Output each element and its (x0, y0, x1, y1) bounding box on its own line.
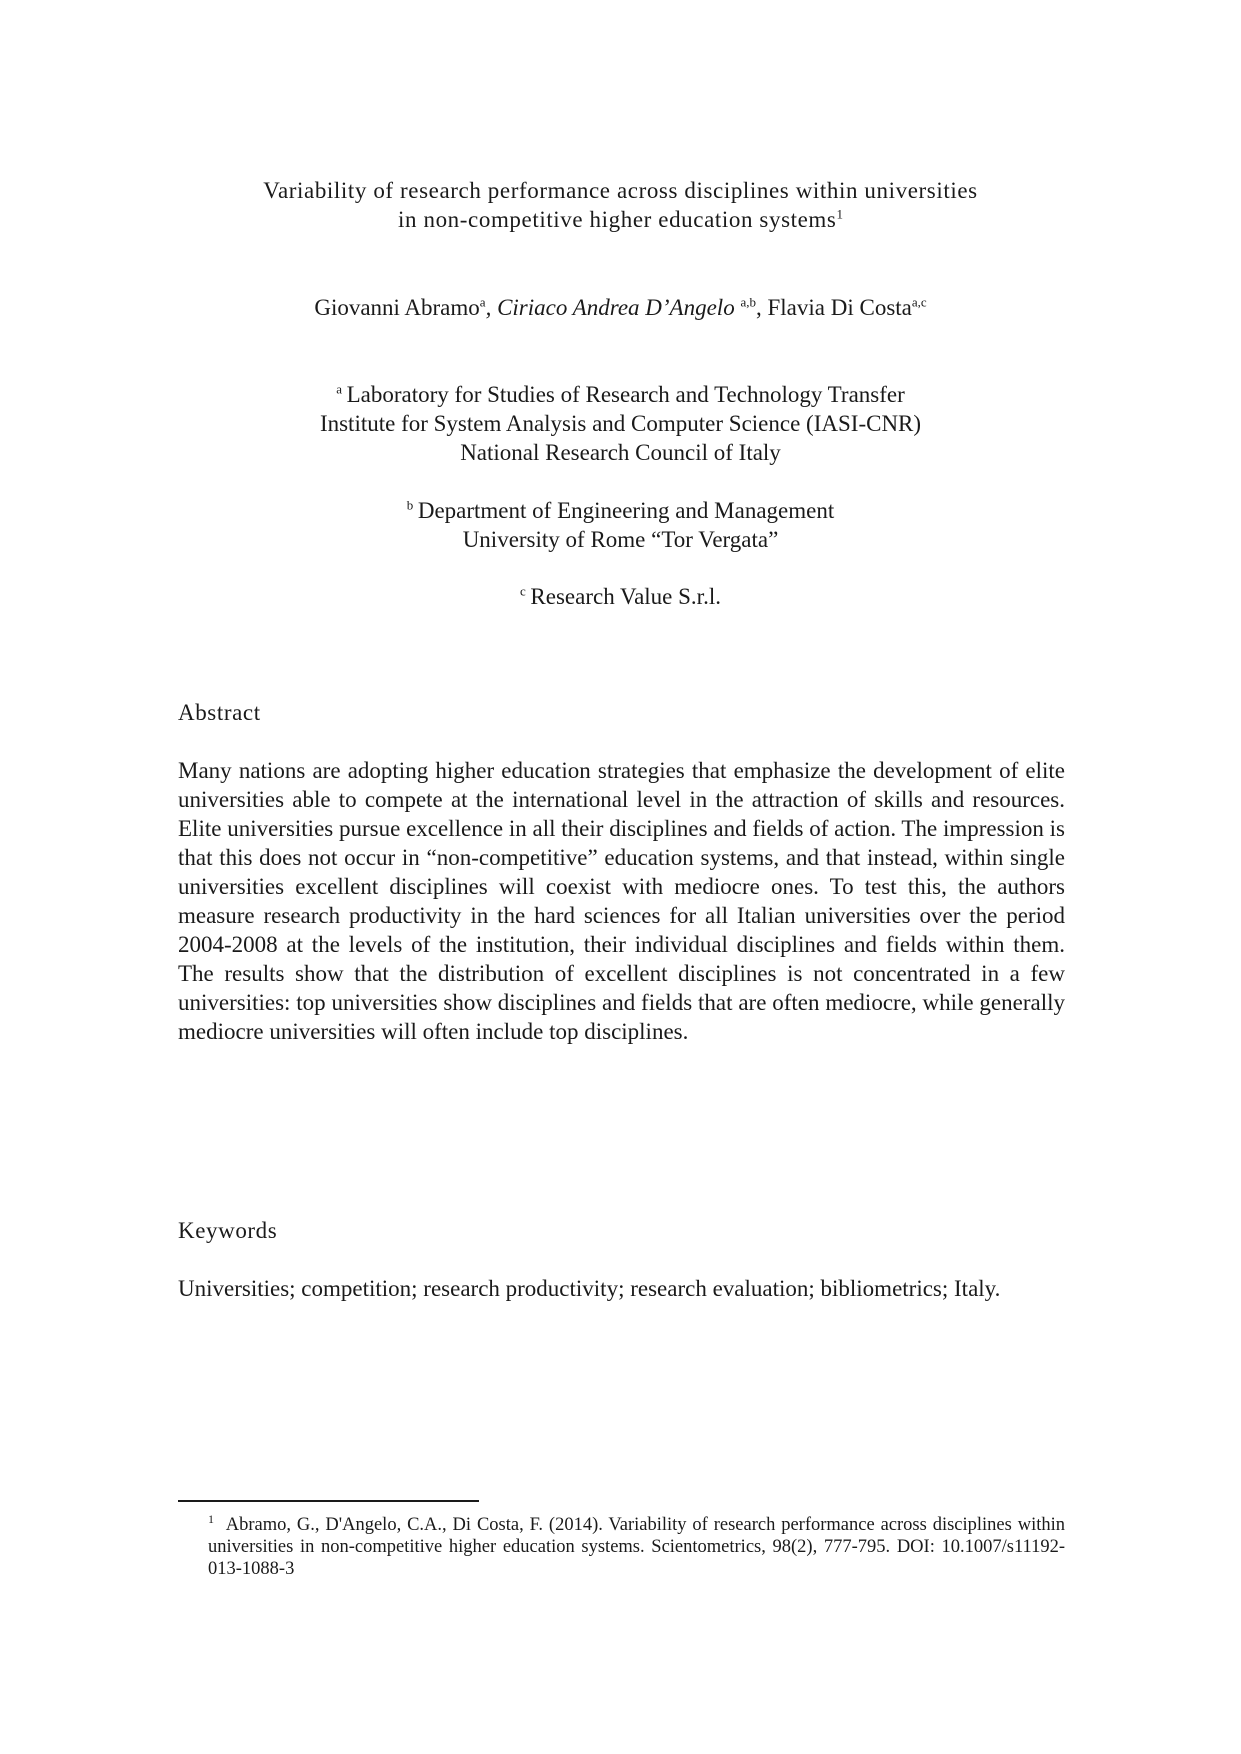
author-separator: , (485, 295, 498, 320)
affiliation-b-dept: Department of Engineering and Management (417, 498, 835, 523)
affiliation-b-line-1 (0, 496, 1241, 525)
keywords-heading: Keywords (178, 1218, 278, 1243)
affiliation-c (0, 582, 1241, 611)
title-line-2-text: in non-competitive higher education systems (398, 207, 837, 232)
affiliation-c-company: Research Value S.r.l. (530, 584, 721, 609)
author-3-name: Flavia Di Costa (767, 295, 912, 320)
author-3-affil: a,c (911, 294, 927, 310)
affiliation-a-line-1 (0, 380, 1241, 409)
title-footnote-mark[interactable]: 1 (836, 206, 843, 222)
footnote (208, 1511, 1065, 1580)
footnote-citation: Abramo, G., D'Angelo, C.A., Di Costa, F. (2014). Variability of research performance across disciplines within universities in non-competitive higher education systems. Scientometrics, 98(2), 777-795. DOI: 10.1007/s11192-013-1088-3 (208, 1515, 1065, 1579)
affiliation-a-line-2: Institute for System Analysis and Computer Science (IASI-CNR) (319, 411, 922, 436)
abstract-text: Many nations are adopting higher education strategies that emphasize the development of elite universities able to compete at the international level in the attraction of skills and resources. Elite universities pursue excellence in all their disciplines and fields of action. The impression is that this does not occur in “non-competitive” education systems, and that instead, within single universities excellent disciplines will coexist with mediocre ones. To test this, the authors measure research productivity in the hard sciences for all Italian universities over the period 2004-2008 at the levels of the institution, their individual disciplines and fields within them. The results show that the distribution of excellent disciplines is not concentrated in a few universities: top universities show disciplines and fields that are often mediocre, while generally mediocre universities will often include top disciplines. (178, 758, 1065, 1044)
author-list (0, 293, 1241, 323)
author-2-name: Ciriaco Andrea D’Angelo (497, 295, 735, 320)
affiliation-b (0, 496, 1241, 554)
title-line-1: Variability of research performance across disciplines within universities (263, 178, 978, 203)
affiliation-a-line-3: National Research Council of Italy (460, 440, 781, 465)
abstract-heading: Abstract (178, 700, 261, 725)
affiliation-c-line-1 (0, 582, 1241, 611)
paper-title (0, 176, 1241, 234)
affiliation-b-line-2: University of Rome “Tor Vergata” (462, 527, 779, 552)
author-2-affil: a,b (740, 294, 756, 310)
affiliation-a (0, 380, 1241, 467)
affiliation-c-mark: c (520, 583, 526, 599)
affiliation-a-lab: Laboratory for Studies of Research and Technology Transfer (346, 382, 905, 407)
affiliation-b-mark: b (406, 497, 414, 513)
footnote-divider (178, 1500, 479, 1502)
author-separator: , (755, 295, 768, 320)
title-line-2 (0, 205, 1241, 234)
author-1-name: Giovanni Abramo (314, 295, 480, 320)
affiliation-a-mark: a (336, 381, 343, 397)
footnote-mark: 1 (208, 1511, 214, 1526)
author-1-affil: a (479, 294, 486, 310)
keywords-text: Universities; competition; research productivity; research evaluation; bibliometrics; Italy. (178, 1276, 1001, 1301)
